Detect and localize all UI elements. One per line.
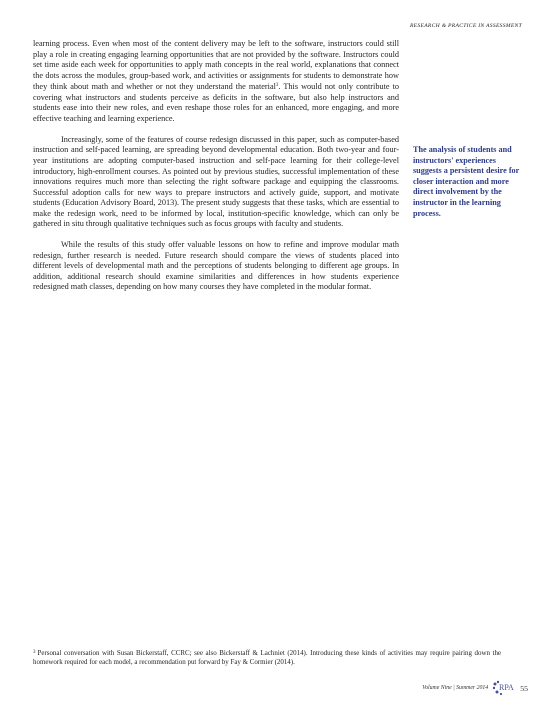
pull-quote: The analysis of students and instructors' experiences suggests a persistent desire for closer interaction and more direct involvement by the instructor in the learning process. [413,145,520,218]
footnote [33,648,501,668]
paragraph-1-text: learning process. Even when most of the content delivery may be left to the software, instructors could still play a role in creating engaging learning opportunities that are not provided by the software. Instructors could set time aside each week for opportunities to apply math concepts in the real world, explanations that connect the dots across the modules, group-based work, and activities or assignments for students to demonstrate how they think about math and whether or not they understand the material [33,39,399,92]
footnote-text: Personal conversation with Susan Bickerstaff, CCRC; see also Bickerstaff & Lachniet (2014). Introducing these kinds of activities may require pairing down the homework required for each model, a recommendation put forward by Fay & Cormier (2014). [33,649,501,667]
running-header: RESEARCH & PRACTICE IN ASSESSMENT [409,23,522,29]
paragraph-3: While the results of this study offer valuable lessons on how to refine and improve modular math redesign, further research is needed. Future research should compare the views of students placed into different levels of developmental math and the perceptions of students belonging to different age groups. In addition, additional research should examine similarities and differences in how students experience redesigned math classes, depending on how many courses they have completed in the modular format. [33,240,399,292]
volume-info: Volume Nine | Summer 2014 [422,685,489,691]
page-footer [422,680,528,696]
paragraph-2: Increasingly, some of the features of course redesign discussed in this paper, such as computer-based instruction and self-paced learning, are spreading beyond developmental education. Both two-year and four-year institutions are adopting computer-based instruction and self-pace learning for their college-level introductory, high-enrollment courses. As pointed out by previous studies, successful implementation of these innovations requires much more than selecting the right software package and equipping the classrooms. Successful adoption calls for new ways to prepare instructors and actively guide, support, and motivate students (Education Advisory Board, 2013). The present study suggests that these tasks, which are essential to make the redesign work, need to be informed by local, institution-specific knowledge, which can only be gathered in situ through qualitative techniques such as focus groups with faculty and students. [33,134,399,229]
footnote-reference[interactable]: 3 [275,83,279,89]
main-text-column [33,39,399,304]
rpa-logo-icon [492,680,514,696]
logo-text: RPA [499,683,515,692]
footnote-marker: 3 [33,650,36,655]
page-number: 55 [520,683,528,693]
paragraph-1 [33,39,399,124]
paragraph-1-tail: . This would not only contribute to covering what instructors and students perceive as deficits in the software, but also help instructors and students ease into their new roles, and even reshape those roles for an enhanced, more engaging, and more effective teaching and learning experience. [33,82,399,123]
